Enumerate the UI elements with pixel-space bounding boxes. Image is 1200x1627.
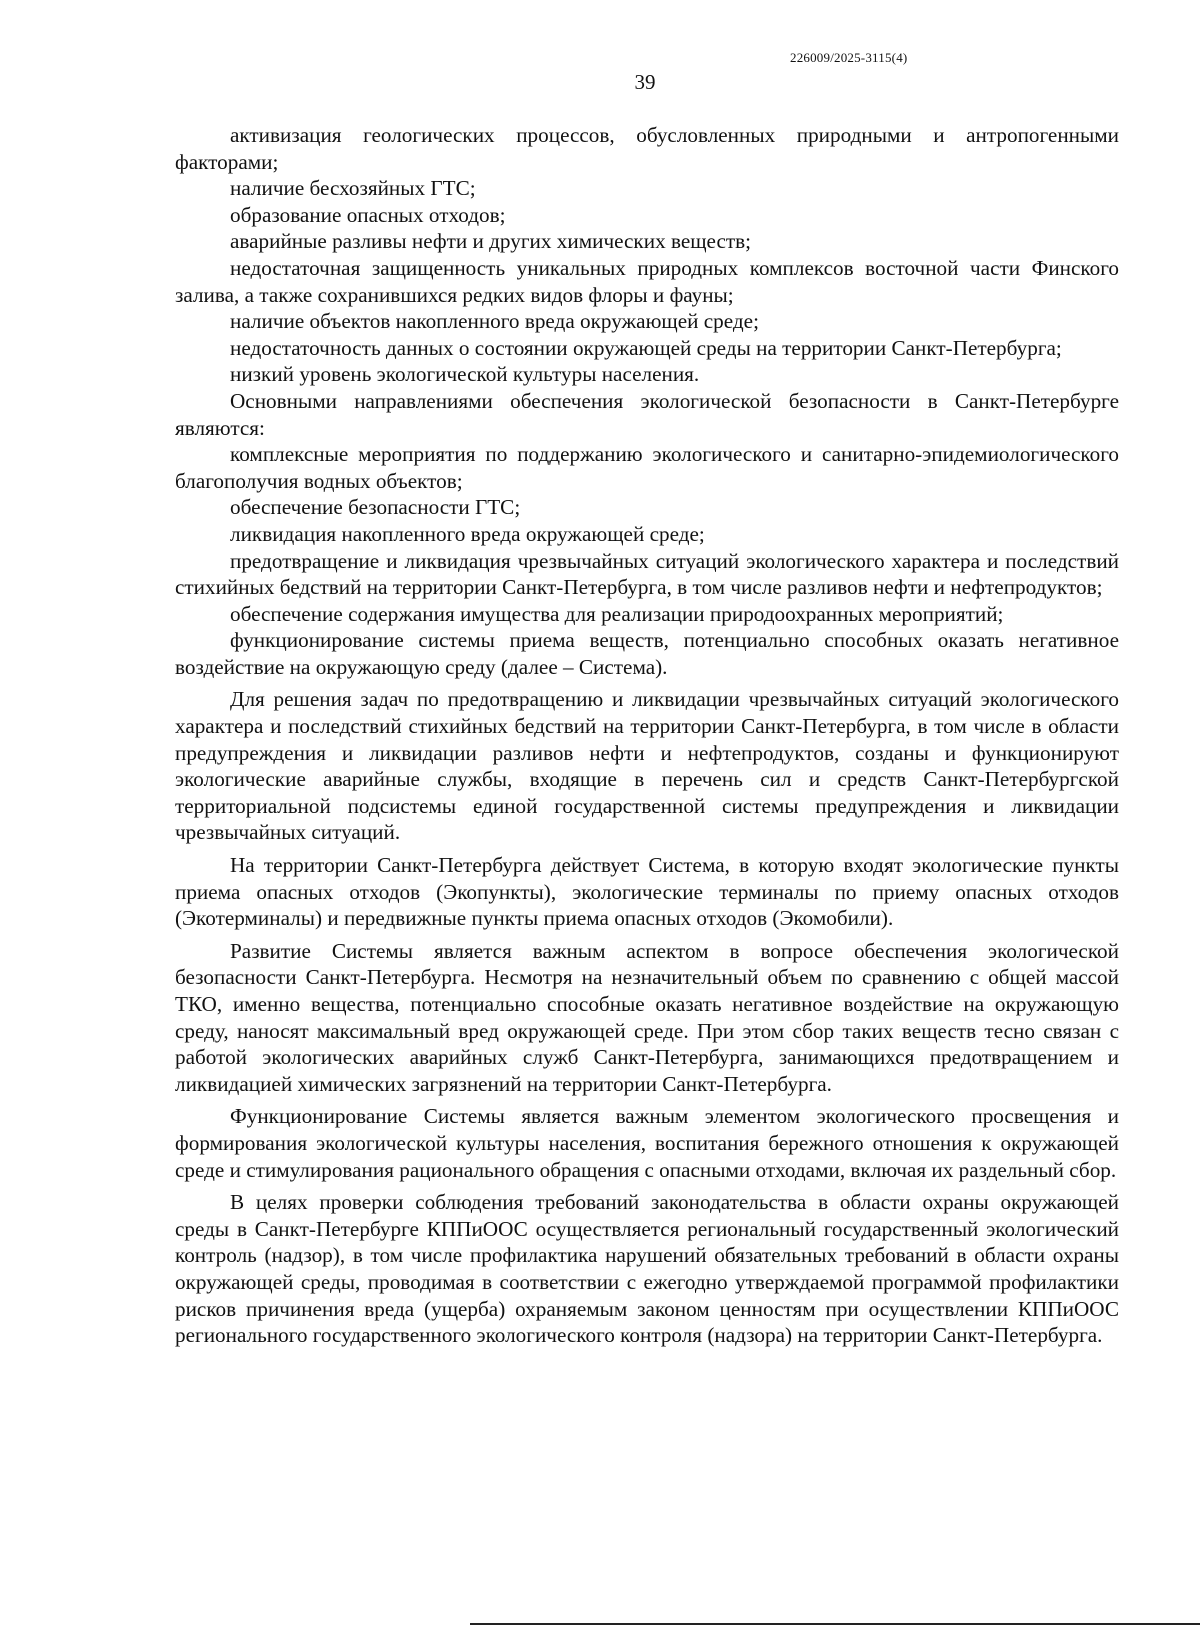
paragraph-risk-geological: активизация геологических процессов, обусловленных природными и антропогенными факторами; [175,123,1119,174]
paragraph-risk-hazardous-waste: образование опасных отходов; [230,202,506,227]
document-body [175,122,1119,1349]
document-registration-number: 226009/2025-3115(4) [790,50,908,65]
page-number: 39 [634,70,656,94]
paragraph-risk-accumulated-harm: наличие объектов накопленного вреда окружающей среде; [230,309,759,334]
paragraph-system-education: Функционирование Системы является важным элементом экологического просвещения и формирования экологической культуры населения, воспитания бережного отношения к окружающей среде и стимулирования рационального обращения с опасными отходами, включая их раздельный сбор. [175,1104,1119,1182]
paragraph-system-development: Развитие Системы является важным аспектом в вопросе обеспечения экологической безопасности Санкт-Петербурга. Несмотря на незначительный объем по сравнению с общей массой ТКО, именно вещества, потенциально способные оказать негативное воздействие на окружающую среду, наносят максимальный вред окружающей среде. При этом сбор таких веществ тесно связан с работой экологических аварийных служб Санкт-Петербурга, занимающихся предотвращением и ликвидацией химических загрязнений на территории Санкт-Петербурга. [175,938,1119,1096]
paragraph-direction-property: обеспечение содержания имущества для реализации природоохранных мероприятий; [230,601,1004,626]
paragraph-direction-system: функционирование системы приема веществ, потенциально способных оказать негативное воздействие на окружающую среду (далее – Система). [175,628,1119,679]
paragraph-main-directions: Основными направлениями обеспечения экологической безопасности в Санкт-Петербурге являются: [175,388,1119,440]
paragraph-emergency-services: Для решения задач по предотвращению и ликвидации чрезвычайных ситуаций экологического характера и последствий стихийных бедствий на территории Санкт-Петербурга, в том числе в области предупреждения и ликвидации разливов нефти и нефтепродуктов, созданы и функционируют экологические аварийные службы, входящие в перечень сил и средств Санкт-Петербургской территориальной подсистемы единой государственной системы предупреждения и ликвидации чрезвычайных ситуаций. [175,687,1119,845]
paragraph-risk-insufficient-data: недостаточность данных о состоянии окружающей среды на территории Санкт-Петербурга; [230,335,1062,360]
paragraph-risk-oil-spills: аварийные разливы нефти и других химических веществ; [230,229,752,254]
paragraph-environmental-control: В целях проверки соблюдения требований законодательства в области охраны окружающей среды в Санкт-Петербурге КППиООС осуществляется региональный государственный экологический контроль (надзор), в том числе профилактика нарушений обязательных требований в области охраны окружающей среды, проводимая в соответствии с ежегодно утверждаемой программой профилактики рисков причинения вреда (ущерба) охраняемым законом ценностям при осуществлении КППиООС регионального государственного экологического контроля (надзора) на территории Санкт-Петербурга. [175,1190,1119,1348]
paragraph-risk-ownerless-gts: наличие бесхозяйных ГТС; [230,176,476,201]
paragraph-direction-emergencies: предотвращение и ликвидация чрезвычайных ситуаций экологического характера и последствий стихийных бедствий на территории Санкт-Петербурга, в том числе разливов нефти и нефтепродуктов; [175,548,1119,600]
paragraph-risk-natural-complexes: недостаточная защищенность уникальных природных комплексов восточной части Финского залива, а также сохранившихся редких видов флоры и фауны; [175,255,1119,307]
paragraph-direction-water-bodies: комплексные мероприятия по поддержанию экологического и санитарно-эпидемиологического благополучия водных объектов; [175,442,1119,493]
scan-edge-line [470,1623,1200,1625]
paragraph-direction-accumulated-harm: ликвидация накопленного вреда окружающей среде; [230,521,705,546]
paragraph-system-components: На территории Санкт-Петербурга действует Система, в которую входят экологические пункты приема опасных отходов (Экопункты), экологические терминалы по приему опасных отходов (Экотерминалы) и передвижные пункты приема опасных отходов (Экомобили). [175,853,1119,931]
paragraph-direction-gts-safety: обеспечение безопасности ГТС; [230,495,521,520]
paragraph-risk-low-culture: низкий уровень экологической культуры населения. [230,362,700,387]
